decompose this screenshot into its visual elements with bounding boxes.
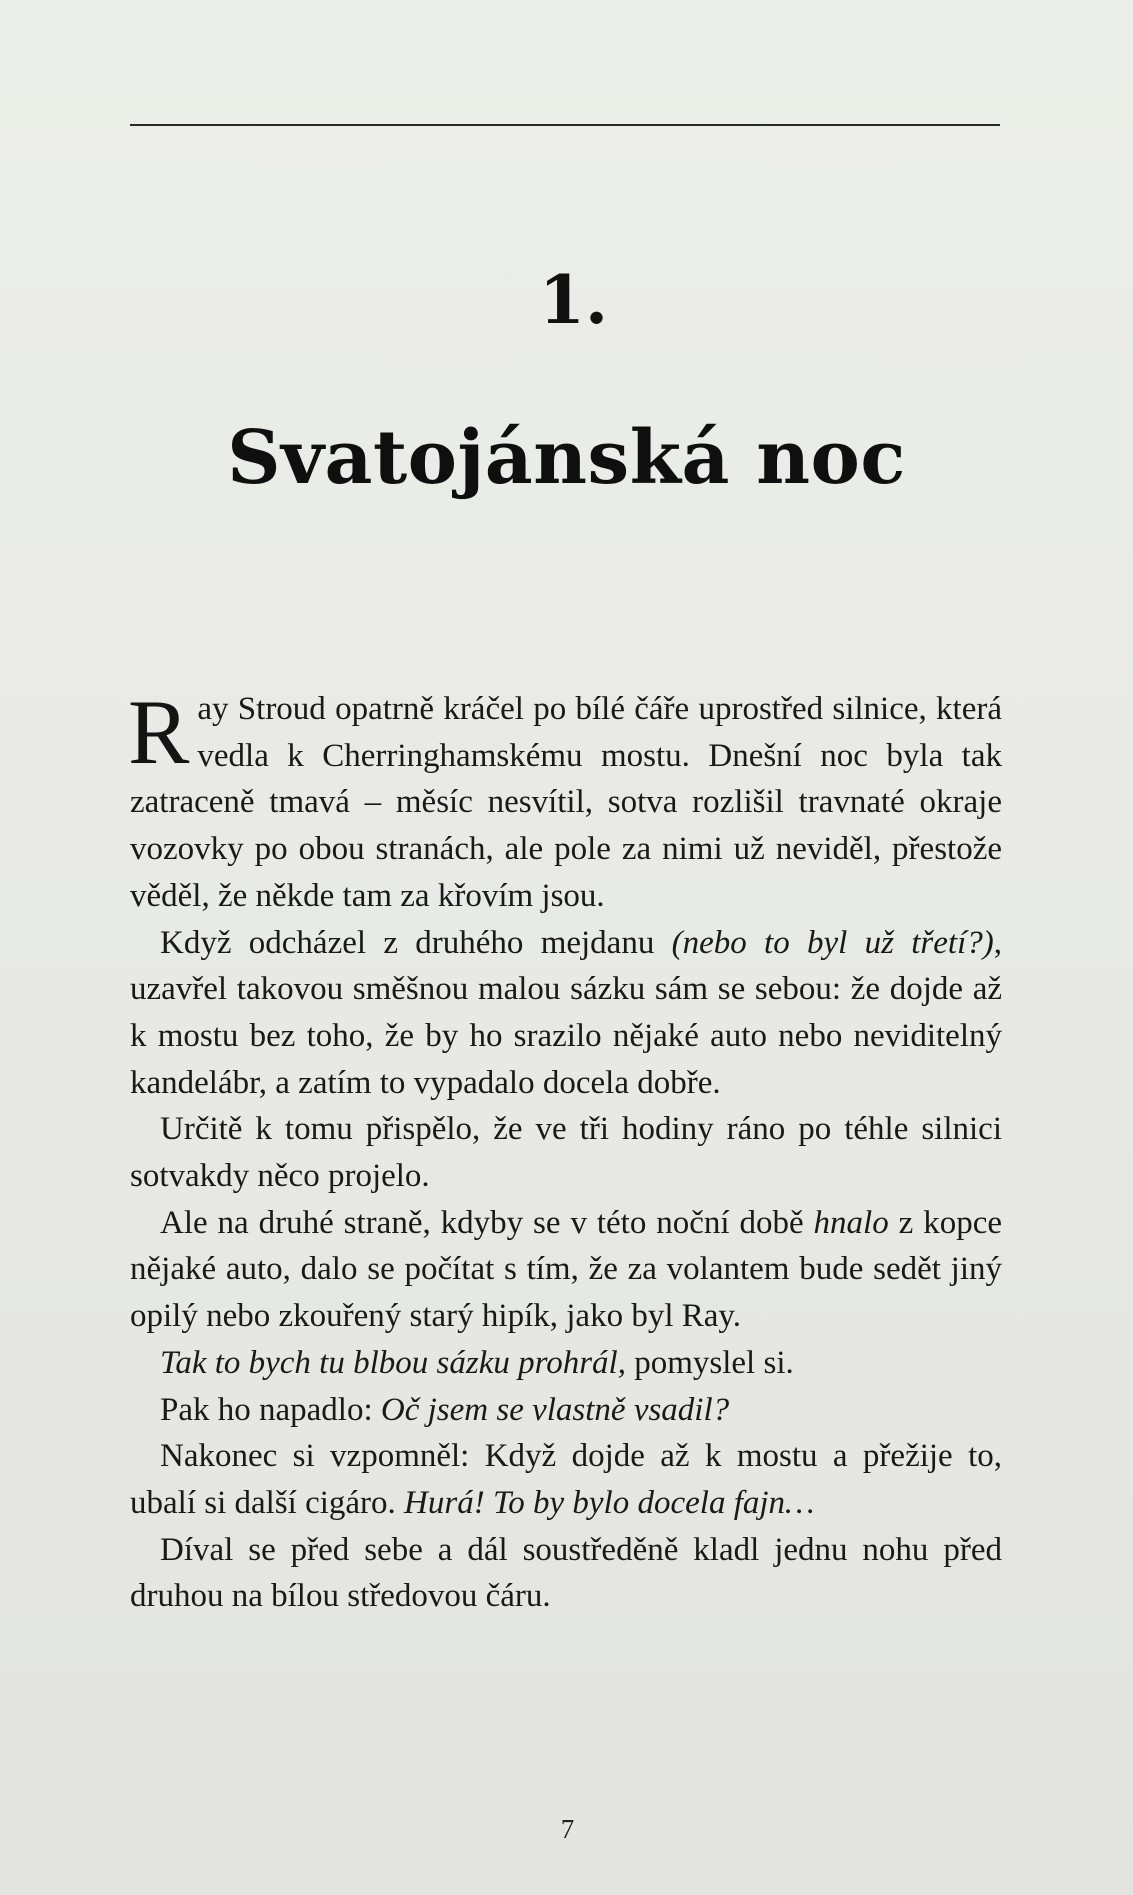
chapter-top-rule [130,124,1000,126]
paragraph-1 [128,681,1002,920]
paragraph-6-text: Pak ho napadlo: [160,1391,381,1428]
drop-cap: R [128,681,190,783]
paragraph-6-italic: Oč jsem se vlastně vsadil? [380,1391,730,1428]
paragraph-8 [130,1527,1002,1620]
paragraph-5 [130,1340,1002,1387]
paragraph-2 [130,920,1002,1107]
paragraph-8-text: Díval se před sebe a dál soustředěně kladl jednu nohu před druhou na bílou středovou čáru. [130,1531,1002,1615]
paragraph-4 [130,1200,1002,1340]
paragraph-4-text-a: Ale na druhé straně, kdyby se v této noční době [160,1204,814,1241]
paragraph-5-italic: Tak to bych tu blbou sázku prohrál, [160,1344,626,1381]
chapter-body [128,681,1002,1620]
chapter-number: 1. [539,261,608,339]
paragraph-7-text: Nakonec si vzpomněl: Když dojde až k mostu a přežije to, ubalí si další cigáro. [130,1438,1002,1521]
paragraph-5-text: pomyslel si. [625,1344,794,1381]
paragraph-2-text-b: , uzavřel takovou směšnou malou sázku sám se sebou: že dojde až k mostu bez toho, že by ho srazilo nějaké auto nebo neviditelný kandelábr, a zatím to vypadalo docela dobře. [130,924,1002,1101]
paragraph-7-italic: Hurá! To by bylo docela fajn… [404,1484,815,1521]
paragraph-1-text: ay Stroud opatrně kráčel po bílé čáře uprostřed silnice, která vedla k Cherringhamskému mostu. Dnešní noc byla tak zatraceně tmavá – měsíc nesvítil, sotva rozlišil travnaté okraje vozovky po obou stranách, ale pole za nimi už neviděl, přestože věděl, že někde tam za křovím jsou. [130,691,1002,914]
chapter-title: Svatojánská noc [227,415,906,501]
paragraph-4-text-b: z kopce nějaké auto, dalo se počítat s tím, že za volantem bude sedět jiný opilý nebo zkouřený starý hipík, jako byl Ray. [130,1204,1002,1335]
paragraph-3-text: Určitě k tomu přispělo, že ve tři hodiny ráno po téhle silnici sotvakdy něco projelo. [130,1111,1002,1195]
paragraph-4-italic: hnalo [813,1204,889,1241]
paragraph-2-text-a: Když odcházel z druhého mejdanu [160,924,672,961]
paragraph-3 [130,1106,1002,1199]
page-number: 7 [560,1814,575,1844]
paragraph-2-italic: (nebo to byl už třetí?) [671,924,994,961]
paragraph-7 [130,1433,1002,1526]
paragraph-6 [130,1387,1002,1434]
